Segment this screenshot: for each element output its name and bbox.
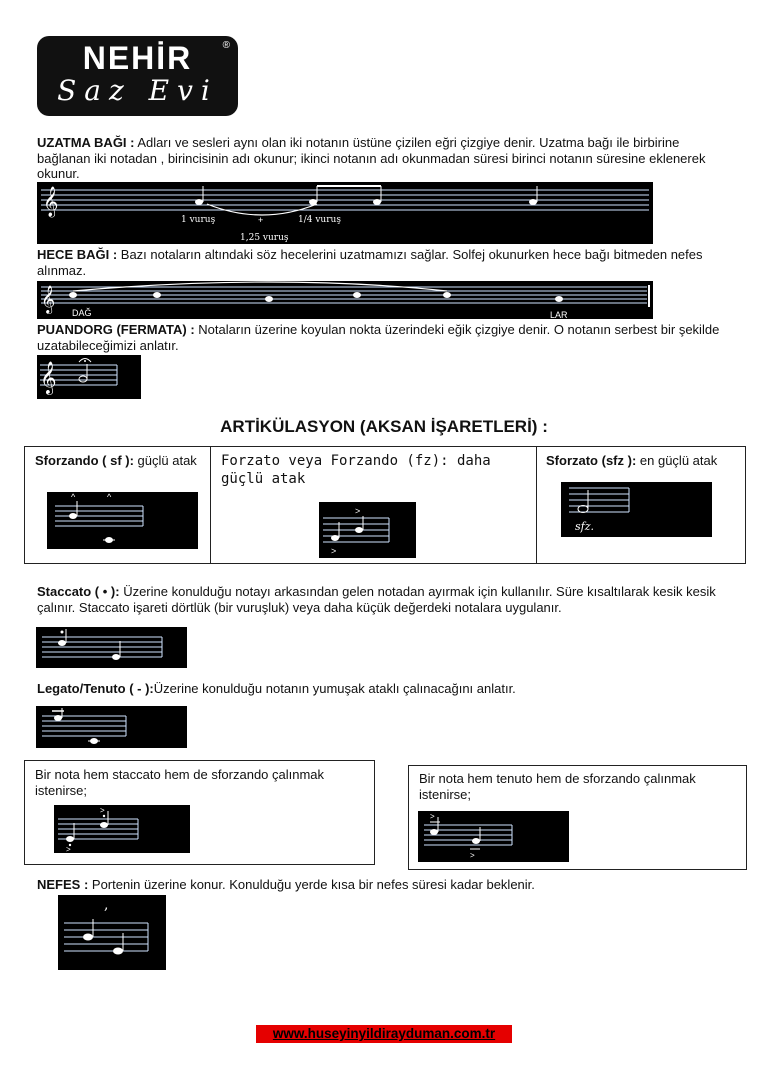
logo-brand-text: NEHİR [82, 40, 193, 76]
hece-text: Bazı notaların altındaki söz hecelerini uzatmamızı sağlar. Solfej okunurken hece bağı bitmeden nefes alınmaz. [37, 247, 703, 278]
articulation-heading: ARTİKÜLASYON (AKSAN İŞARETLERİ) : [220, 417, 548, 436]
puandorg-title: PUANDORG (FERMATA) : [37, 322, 195, 337]
tenuto-staff-image [36, 706, 187, 748]
website-link-banner[interactable] [256, 1025, 512, 1043]
staccato-text: Üzerine konulduğu notayı arkasından gelen notadan ayırmak için kullanılır. Süre kısaltılarak kesik kesik çalınır. Staccato işareti dörtlük (bir vuruşluk) veya daha küçük değerdeki notalara uygulanır. [37, 584, 716, 615]
hece-title: HECE BAĞI : [37, 247, 118, 262]
tenuto-sforzando-text: Bir nota hem tenuto hem de sforzando çalınmak istenirse; [419, 771, 696, 802]
staccato-paragraph [37, 584, 727, 615]
sforzando-staff-image [47, 492, 198, 549]
svg-text:>: > [331, 546, 337, 556]
uzatma-label-first: 1 vuruş [181, 215, 216, 225]
svg-text:𝄞: 𝄞 [43, 187, 59, 217]
uzatma-label-total: 1,25 vuruş [240, 233, 289, 243]
brand-logo [37, 36, 238, 116]
svg-text:,: , [104, 897, 109, 913]
svg-text:^: ^ [71, 492, 76, 502]
fermata-staff-image [37, 355, 141, 399]
forzato-label: Forzato veya Forzando (fz): daha güçlü atak [221, 453, 491, 487]
staccato-sforzando-text: Bir nota hem staccato hem de sforzando çalınmak istenirse; [35, 767, 325, 798]
staccato-staff-image [36, 627, 187, 668]
logo-subtitle: Saz Evi [57, 74, 218, 107]
tenuto-sforzando-staff-image [418, 811, 569, 862]
forzato-staff-image [319, 502, 416, 558]
hece-paragraph [37, 247, 727, 278]
svg-text:𝄞: 𝄞 [40, 361, 57, 394]
legato-title: Legato/Tenuto ( - ): [37, 681, 154, 696]
svg-text:>: > [430, 812, 435, 821]
sforzando-label [35, 453, 215, 469]
legato-paragraph [37, 681, 727, 697]
sforzato-label [546, 453, 741, 469]
hece-syllable-last: LAR [550, 310, 568, 320]
nefes-text: Portenin üzerine konur. Konulduğu yerde kısa bir nefes süresi kadar beklenir. [88, 877, 535, 892]
nefes-paragraph [37, 877, 727, 893]
uzatma-paragraph [37, 135, 717, 182]
puandorg-paragraph [37, 322, 727, 353]
logo-registered-mark: ® [222, 40, 230, 51]
sforzato-text: en güçlü atak [636, 453, 718, 468]
uzatma-title: UZATMA BAĞI : [37, 135, 135, 150]
puandorg-text: Notaların üzerine koyulan nokta üzerindeki eğik çizgiye denir. O notanın serbest bir şekilde uzatabileceğimizi anlatır. [37, 322, 720, 353]
svg-text:^: ^ [107, 492, 112, 502]
svg-text:>: > [470, 851, 475, 860]
svg-text:>: > [66, 845, 71, 853]
uzatma-text: Adları ve sesleri aynı olan iki notanın üstüne çizilen eğri çizgiye denir. Uzatma bağı ile birbirine bağlanan iki notadan , birincisinin adı okunur; ikinci notanın adı okunmadan süresi birinci notanın süresine eklenerek okunur. [37, 135, 706, 181]
nefes-staff-image [58, 895, 166, 970]
sforzando-text: güçlü atak [133, 453, 197, 468]
hece-syllable-first: DAĞ [72, 308, 92, 318]
svg-text:>: > [355, 506, 361, 516]
nefes-title: NEFES : [37, 877, 89, 892]
uzatma-staff-image [37, 182, 653, 244]
staccato-sforzando-staff-image [54, 805, 190, 853]
sforzando-title: Sforzando ( sf ): [35, 453, 134, 468]
website-link[interactable]: www.huseyinyildirayduman.com.tr [272, 1026, 496, 1041]
svg-text:𝄞: 𝄞 [41, 285, 56, 313]
uzatma-label-second: 1/4 vuruş [298, 215, 341, 225]
sforzato-title: Sforzato (sfz ): [546, 453, 637, 468]
uzatma-label-plus: + [258, 215, 264, 225]
staccato-title: Staccato ( • ): [37, 584, 120, 599]
sfz-mark: sfz. [575, 520, 595, 533]
legato-text: Üzerine konulduğu notanın yumuşak ataklı çalınacağını anlatır. [153, 681, 516, 696]
svg-text:>: > [100, 806, 105, 815]
